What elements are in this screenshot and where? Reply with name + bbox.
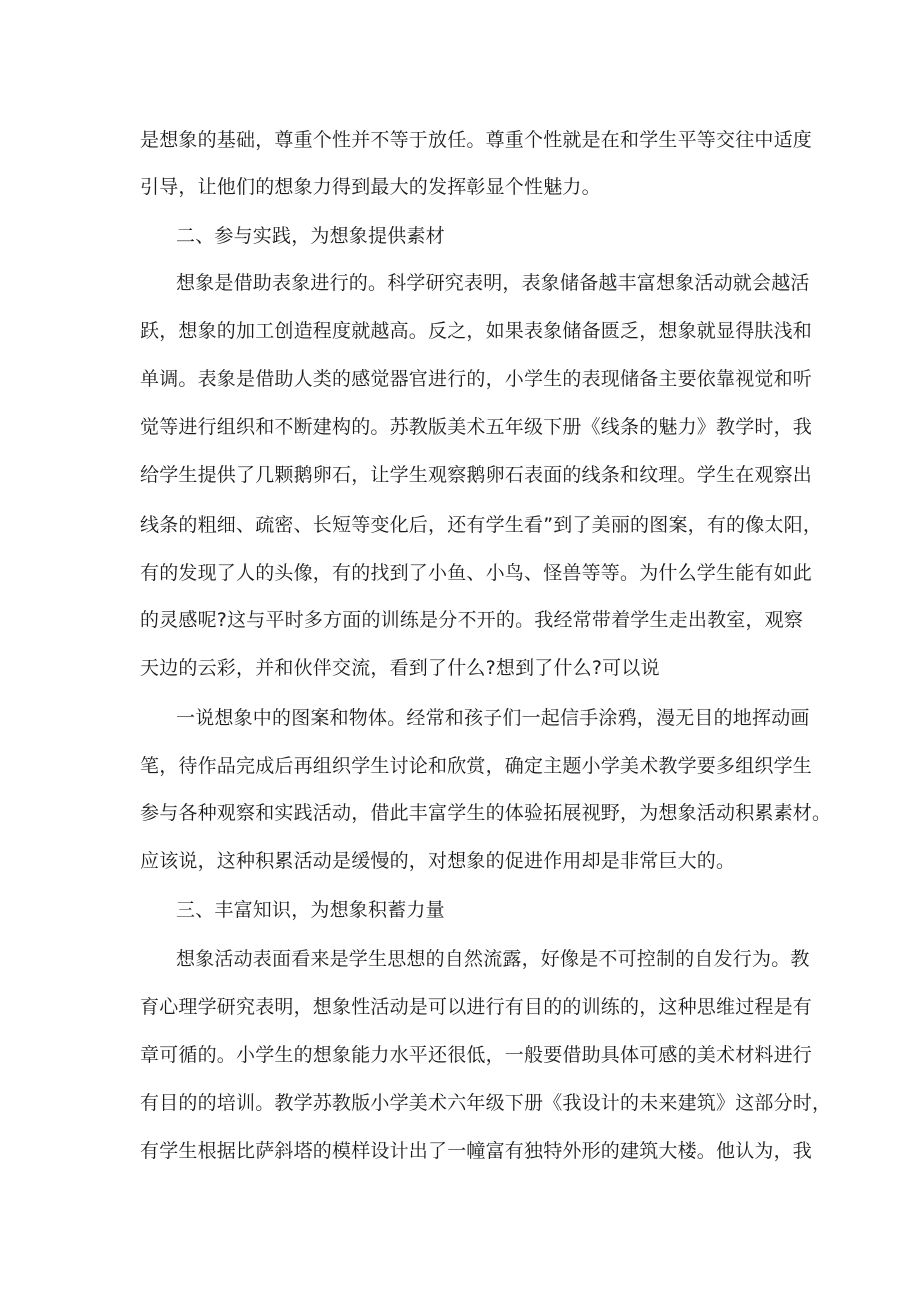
text-line: 跃，想象的加工创造程度就越高。反之，如果表象储备匮乏，想象就显得肤浅和 [140,320,813,342]
text-line: 是想象的基础，尊重个性并不等于放任。尊重个性就是在和学生平等交往中适度 [140,129,813,151]
text-line: 参与各种观察和实践活动，借此丰富学生的体验拓展视野，为想象活动积累素材。 [140,802,832,824]
section-heading: 三、丰富知识，为想象积蓄力量 [176,899,445,921]
text-line: 育心理学研究表明，想象性活动是可以进行有目的的训练的，这种思维过程是有 [140,996,813,1018]
text-line: 线条的粗细、疏密、长短等变化后，还有学生看”到了美丽的图案，有的像太阳， [140,514,823,536]
text-line: 单调。表象是借助人类的感觉器官进行的，小学生的表现储备主要依靠视觉和听 [140,368,813,390]
text-line: 应该说，这种积累活动是缓慢的，对想象的促进作用却是非常巨大的。 [140,850,736,872]
text-line: 有学生根据比萨斜塔的模样设计出了一幢富有独特外形的建筑大楼。他认为，我 [140,1140,813,1162]
text-line: 一说想象中的图案和物体。经常和孩子们一起信手涂鸦，漫无目的地挥动画 [176,707,810,729]
text-line: 有的发现了人的头像，有的找到了小鱼、小鸟、怪兽等等。为什么学生能有如此 [140,562,813,584]
section-heading: 二、参与实践，为想象提供素材 [176,225,445,247]
text-line: 章可循的。小学生的想象能力水平还很低，一般要借助具体可感的美术材料进行 [140,1044,813,1066]
text-line: 有目的的培训。教学苏教版小学美术六年级下册《我设计的未来建筑》这部分时， [140,1092,832,1114]
text-line: 的灵感呢?这与平时多方面的训练是分不开的。我经常带着学生走出教室，观察 [140,609,804,631]
text-line: 想象是借助表象进行的。科学研究表明，表象储备越丰富想象活动就会越活 [176,272,810,294]
text-line: 笔，待作品完成后再组织学生讨论和欣赏，确定主题小学美术教学要多组织学生 [140,755,813,777]
text-line: 给学生提供了几颗鹅卵石，让学生观察鹅卵石表面的线条和纹理。学生在观察出 [140,464,813,486]
text-line: 天边的云彩，并和伙伴交流，看到了什么?想到了什么?可以说 [140,657,660,679]
text-line: 引导，让他们的想象力得到最大的发挥彰显个性魅力。 [140,176,601,198]
text-line: 想象活动表面看来是学生思想的自然流露，好像是不可控制的自发行为。教 [176,948,810,970]
text-line: 觉等进行组织和不断建构的。苏教版美术五年级下册《线条的魅力》教学时，我 [140,416,813,438]
